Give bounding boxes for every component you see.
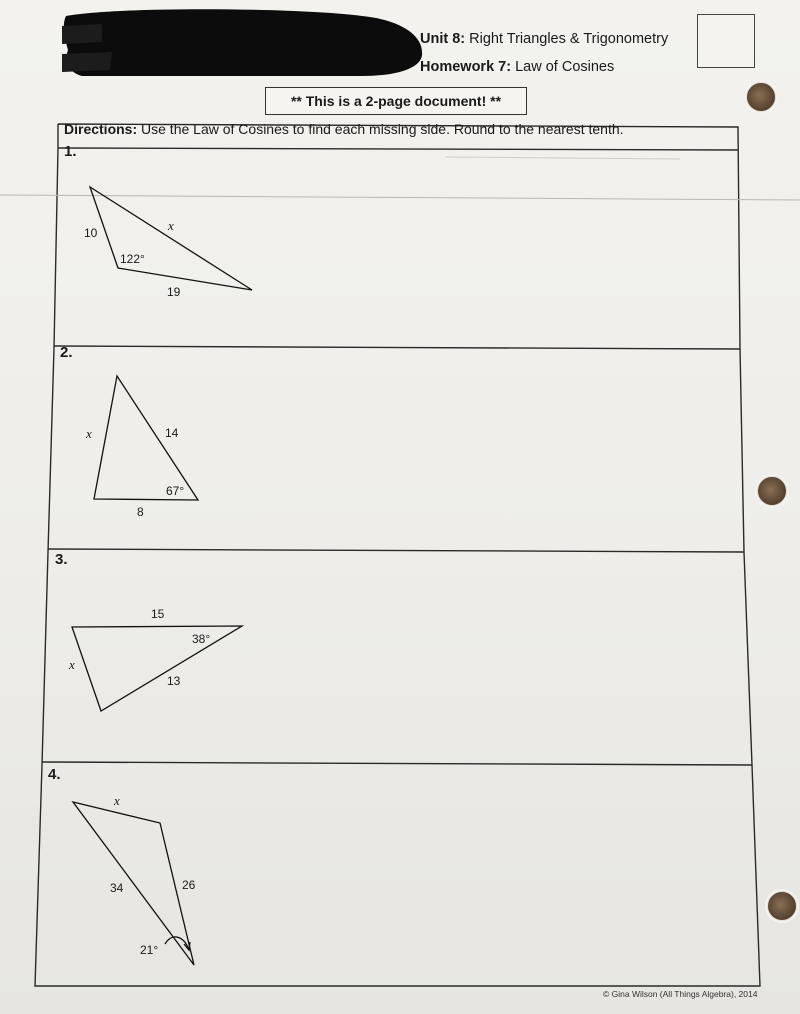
side-label: 34 xyxy=(110,881,124,895)
side-label: 15 xyxy=(151,607,165,621)
homework-number: Homework 7: xyxy=(420,59,512,75)
two-page-notice: ** This is a 2-page document! ** xyxy=(265,87,527,115)
unknown-side-label: x xyxy=(168,218,174,233)
triangle-2 xyxy=(94,376,198,500)
homework-topic: Law of Cosines xyxy=(515,59,615,75)
triangle-1 xyxy=(90,187,252,290)
side-label: 14 xyxy=(165,426,179,440)
directions xyxy=(64,121,624,137)
directions-text: Use the Law of Cosines to find each missing side. Round to the nearest tenth. xyxy=(141,121,624,137)
paper-fold-line xyxy=(0,195,800,200)
side-label: 8 xyxy=(137,505,144,519)
triangle-3 xyxy=(72,626,242,711)
side-label: 26 xyxy=(182,878,196,892)
directions-label: Directions: xyxy=(64,121,138,137)
side-label: 19 xyxy=(167,285,181,299)
unknown-side-label: x xyxy=(69,657,75,672)
angle-label: 21° xyxy=(140,943,159,957)
unknown-side-label: x xyxy=(114,793,120,808)
copyright-notice: © Gina Wilson (All Things Algebra), 2014 xyxy=(603,989,758,999)
triangle-4 xyxy=(73,802,194,965)
angle-label: 122° xyxy=(120,252,145,266)
angle-label: 38° xyxy=(192,632,211,646)
problem-number-3: 3. xyxy=(55,551,68,568)
problem-number-4: 4. xyxy=(48,766,61,783)
side-label: 10 xyxy=(84,226,98,240)
problem-number-2: 2. xyxy=(60,344,73,361)
problem-number-1: 1. xyxy=(64,143,77,160)
unknown-side-label: x xyxy=(86,426,92,441)
angle-mark-arc xyxy=(165,937,189,950)
unit-number: Unit 8: xyxy=(420,31,466,47)
angle-label: 67° xyxy=(166,484,185,498)
unit-topic: Right Triangles & Trigonometry xyxy=(469,31,669,47)
side-label: 13 xyxy=(167,674,181,688)
